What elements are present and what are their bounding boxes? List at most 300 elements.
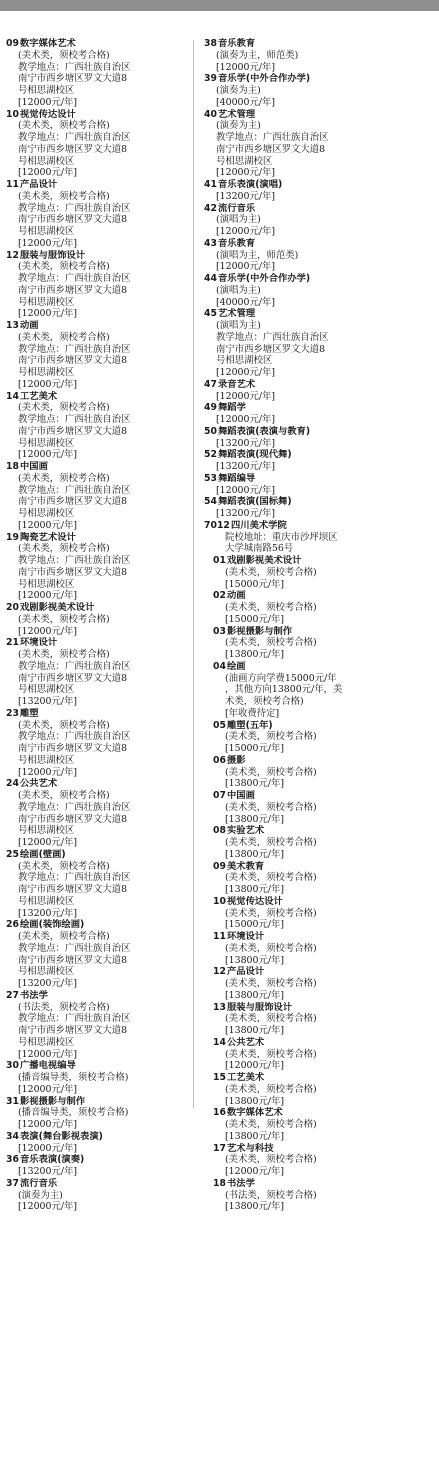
- major-entry: [204, 1143, 436, 1178]
- major-code: 41: [204, 179, 217, 190]
- major-heading: [204, 179, 436, 191]
- major-detail: [12000元/年]: [18, 378, 78, 390]
- major-name: 书法学: [20, 989, 48, 1001]
- major-entry: [6, 38, 190, 109]
- major-heading: [204, 308, 436, 320]
- major-detail: [12000元/年]: [18, 308, 78, 320]
- major-detail: [12000元/年]: [18, 625, 78, 637]
- major-detail: 号相思湖校区: [18, 85, 75, 96]
- major-detail: (美术类，须校考合格): [225, 801, 317, 813]
- major-entry: [204, 203, 436, 238]
- major-code: 05: [213, 719, 226, 731]
- major-detail: 号相思湖校区: [18, 966, 75, 978]
- major-code: 50: [204, 425, 217, 437]
- major-detail: [13800元/年]: [225, 884, 285, 895]
- major-name: 流行音乐: [20, 1177, 58, 1189]
- major-detail: (美术类，须校考合格): [18, 49, 110, 61]
- major-detail: (美术类，须校考合格): [225, 907, 317, 919]
- major-heading: [204, 109, 436, 121]
- major-heading: [204, 238, 436, 250]
- major-heading: [6, 602, 190, 614]
- major-detail: (播音编导类，须校考合格): [18, 1072, 129, 1083]
- university-code: 7012: [204, 519, 230, 531]
- major-code: 27: [6, 989, 19, 1001]
- major-name: 绘画: [227, 660, 246, 672]
- major-detail: [40000元/年]: [216, 96, 276, 108]
- major-detail: [12000元/年]: [18, 1048, 78, 1060]
- major-heading: [204, 931, 436, 943]
- major-entry: [204, 755, 436, 790]
- major-entry: [6, 250, 190, 321]
- major-code: 09: [213, 860, 226, 872]
- major-heading: [6, 461, 190, 473]
- major-heading: [6, 320, 190, 332]
- major-code: 45: [204, 308, 217, 320]
- major-detail: [12000元/年]: [216, 226, 276, 237]
- major-detail: 教学地点：广西壮族自治区: [18, 61, 131, 73]
- major-detail: 术类，须校考合格): [225, 696, 304, 707]
- major-heading: [6, 919, 190, 931]
- major-detail: 教学地点：广西壮族自治区: [18, 872, 131, 884]
- major-detail: [12000元/年]: [216, 167, 276, 179]
- major-name: 中国画: [20, 461, 48, 472]
- major-name: 摄影: [227, 754, 246, 766]
- major-detail: [13800元/年]: [225, 848, 285, 860]
- major-detail: [13200元/年]: [18, 696, 78, 707]
- major-detail: (美术类，须校考合格): [225, 766, 317, 778]
- major-detail: 南宁市西乡塘区罗文大道8: [18, 884, 128, 895]
- major-entry: [204, 1107, 436, 1142]
- major-name: 雕塑: [20, 707, 39, 719]
- major-entry: [204, 1072, 436, 1107]
- major-name: 影视摄影与制作: [20, 1095, 86, 1107]
- major-heading: [6, 38, 190, 50]
- major-heading: [6, 179, 190, 191]
- major-detail: [13200元/年]: [18, 978, 78, 989]
- major-detail: (演唱为主): [216, 214, 261, 226]
- major-detail: [12000元/年]: [216, 390, 276, 402]
- major-code: 09: [6, 38, 19, 49]
- major-detail: (书法类，须校考合格): [18, 1001, 110, 1013]
- major-name: 音乐学(中外合作办学): [218, 273, 311, 284]
- major-code: 11: [6, 179, 19, 190]
- major-name: 舞蹈学: [218, 402, 246, 414]
- major-heading: [6, 391, 190, 403]
- major-detail: 南宁市西乡塘区罗文大道8: [18, 73, 128, 85]
- major-entry: [204, 496, 436, 520]
- major-detail: 号相思湖校区: [18, 437, 75, 449]
- major-detail: 教学地点：广西壮族自治区: [18, 731, 131, 743]
- left-column: [6, 38, 190, 1213]
- major-name: 服装与服饰设计: [20, 249, 86, 261]
- major-detail: (美术类，须校考合格): [18, 613, 110, 625]
- major-detail: (演奏为主，师范类): [216, 49, 299, 61]
- major-code: 18: [6, 461, 19, 472]
- major-entry: [204, 238, 436, 273]
- major-name: 绘画(装饰绘画): [20, 919, 85, 931]
- major-heading: [204, 626, 436, 638]
- major-detail: [12000元/年]: [18, 1142, 78, 1154]
- major-detail: (美术类，须校考合格): [18, 120, 110, 132]
- major-detail: (美术类，须校考合格): [18, 543, 110, 555]
- major-name: 绘画(壁画): [20, 848, 66, 860]
- major-heading: [204, 1037, 436, 1049]
- major-detail: 南宁市西乡塘区罗文大道8: [18, 1025, 128, 1036]
- major-detail: 教学地点：广西壮族自治区: [18, 660, 131, 672]
- major-detail: (美术类，须校考合格): [18, 719, 110, 731]
- major-detail: 号相思湖校区: [216, 355, 273, 367]
- major-detail: [年收费待定]: [225, 707, 280, 719]
- major-detail: [12000元/年]: [18, 1201, 78, 1213]
- major-detail: [12000元/年]: [225, 1166, 285, 1177]
- major-entry: [204, 1037, 436, 1072]
- major-heading: [6, 1178, 190, 1190]
- right-column: [204, 38, 436, 1213]
- major-code: 20: [6, 602, 19, 613]
- major-name: 艺术与科技: [227, 1142, 274, 1154]
- major-detail: (美术类，须校考合格): [18, 331, 110, 343]
- major-entry: [6, 109, 190, 180]
- major-detail: (美术类，须校考合格): [225, 731, 317, 743]
- major-code: 17: [213, 1142, 226, 1154]
- major-heading: [204, 473, 436, 485]
- major-entry: [204, 825, 436, 860]
- major-entry: [6, 179, 190, 250]
- major-name: 舞蹈表演(国标舞): [218, 496, 292, 508]
- major-name: 雕塑(五年): [227, 719, 273, 731]
- major-code: 02: [213, 590, 226, 602]
- major-code: 43: [204, 237, 217, 249]
- major-heading: [204, 966, 436, 978]
- major-name: 数字媒体艺术: [20, 38, 76, 49]
- major-code: 19: [6, 531, 19, 543]
- major-code: 03: [213, 625, 226, 637]
- major-entry: [204, 308, 436, 379]
- major-detail: 号相思湖校区: [18, 155, 75, 167]
- major-entry: [204, 73, 436, 108]
- major-detail: 教学地点：广西壮族自治区: [18, 414, 131, 425]
- major-detail: (美术类，须校考合格): [225, 1013, 317, 1025]
- major-name: 艺术管理: [218, 308, 256, 320]
- university-name: 四川美术学院: [231, 519, 287, 531]
- major-detail: 号相思湖校区: [18, 895, 75, 907]
- major-code: 30: [6, 1060, 19, 1072]
- major-name: 舞蹈编导: [218, 472, 256, 484]
- major-detail: [12000元/年]: [216, 414, 276, 425]
- major-name: 中国画: [227, 790, 255, 801]
- major-entry: [6, 320, 190, 391]
- major-detail: (美术类，须校考合格): [225, 872, 317, 884]
- major-name: 陶瓷艺术设计: [20, 531, 76, 543]
- major-entry: [6, 849, 190, 920]
- major-detail: (美术类，须校考合格): [225, 942, 317, 954]
- major-detail: 教学地点：广西壮族自治区: [18, 801, 131, 813]
- major-detail: [13800元/年]: [225, 649, 285, 660]
- major-heading: [204, 273, 436, 285]
- major-entry: [204, 1178, 436, 1213]
- major-entry: [204, 379, 436, 403]
- major-heading: [6, 1131, 190, 1143]
- major-heading: [6, 109, 190, 121]
- major-heading: [204, 496, 436, 508]
- major-name: 公共艺术: [20, 778, 58, 790]
- major-name: 实验艺术: [227, 825, 265, 837]
- major-detail: [13800元/年]: [225, 954, 285, 966]
- major-entry: [204, 590, 436, 625]
- major-detail: 号相思湖校区: [18, 226, 75, 237]
- major-name: 书法学: [227, 1177, 255, 1189]
- major-detail: (播音编导类，须校考合格): [18, 1107, 129, 1119]
- major-detail: (美术类，须校考合格): [18, 931, 110, 942]
- major-entry: [204, 402, 436, 426]
- major-heading: [204, 896, 436, 908]
- major-detail: (美术类，须校考合格): [18, 649, 110, 660]
- major-detail: [13800元/年]: [225, 1025, 285, 1036]
- major-detail: [12000元/年]: [18, 590, 78, 602]
- major-heading: [204, 426, 436, 438]
- major-detail: (美术类，须校考合格): [225, 1119, 317, 1130]
- major-heading: [6, 1154, 190, 1166]
- major-detail: [40000元/年]: [216, 296, 276, 308]
- column-divider: [193, 40, 194, 1108]
- major-code: 38: [204, 38, 217, 49]
- major-detail: [15000元/年]: [225, 919, 285, 931]
- major-code: 47: [204, 378, 217, 390]
- major-heading: [204, 661, 436, 673]
- major-detail: 南宁市西乡塘区罗文大道8: [18, 566, 128, 578]
- major-heading: [204, 1002, 436, 1014]
- major-detail: [12000元/年]: [18, 1119, 78, 1130]
- major-code: 10: [6, 108, 19, 120]
- major-code: 39: [204, 73, 217, 85]
- major-name: 戏剧影视美术设计: [227, 555, 302, 566]
- major-heading: [204, 1072, 436, 1084]
- major-code: 08: [213, 825, 226, 837]
- major-heading: [6, 532, 190, 544]
- major-detail: 号相思湖校区: [18, 1036, 75, 1048]
- major-name: 美术教育: [227, 860, 265, 872]
- major-detail: (美术类，须校考合格): [225, 1083, 317, 1095]
- major-entry: [204, 626, 436, 661]
- major-detail: 教学地点：广西壮族自治区: [18, 273, 131, 284]
- major-detail: [13800元/年]: [225, 813, 285, 825]
- major-name: 环境设计: [20, 637, 58, 649]
- major-heading: [204, 555, 436, 567]
- major-heading: [6, 250, 190, 262]
- major-heading: [204, 590, 436, 602]
- university-entry: [204, 520, 436, 555]
- major-name: 流行音乐: [218, 202, 256, 214]
- major-detail: (演唱为主): [216, 320, 261, 331]
- major-entry: [6, 391, 190, 462]
- major-detail: 南宁市西乡塘区罗文大道8: [18, 143, 128, 155]
- major-name: 戏剧影视美术设计: [20, 602, 95, 613]
- major-detail: 南宁市西乡塘区罗文大道8: [216, 343, 326, 355]
- major-heading: [204, 1107, 436, 1119]
- major-code: 11: [213, 931, 226, 942]
- major-detail: 教学地点：广西壮族自治区: [18, 202, 131, 214]
- major-detail: 教学地点：广西壮族自治区: [18, 484, 131, 496]
- major-entry: [204, 555, 436, 590]
- major-detail: [12000元/年]: [216, 484, 276, 496]
- major-entry: [204, 426, 436, 450]
- major-entry: [204, 661, 436, 720]
- major-detail: [13800元/年]: [225, 1095, 285, 1107]
- major-code: 42: [204, 202, 217, 214]
- major-entry: [204, 966, 436, 1001]
- major-detail: (美术类，须校考合格): [225, 978, 317, 989]
- major-detail: ，其他方向13800元/年，美: [225, 684, 343, 696]
- major-detail: (美术类，须校考合格): [18, 261, 110, 273]
- major-name: 环境设计: [227, 931, 265, 942]
- major-detail: (美术类，须校考合格): [225, 1048, 317, 1060]
- major-detail: (美术类，须校考合格): [18, 790, 110, 801]
- major-code: 54: [204, 496, 217, 508]
- major-heading: [6, 1060, 190, 1072]
- major-detail: 教学地点：广西壮族自治区: [18, 1013, 131, 1025]
- major-detail: (美术类，须校考合格): [225, 566, 317, 578]
- major-code: 14: [213, 1036, 226, 1048]
- major-detail: (美术类，须校考合格): [18, 472, 110, 484]
- major-detail: 南宁市西乡塘区罗文大道8: [18, 813, 128, 825]
- major-name: 动画: [227, 590, 246, 602]
- major-code: 12: [6, 249, 19, 261]
- major-entry: [6, 919, 190, 990]
- major-detail: [12000元/年]: [18, 237, 78, 249]
- major-code: 15: [213, 1072, 226, 1083]
- major-entry: [6, 990, 190, 1061]
- major-heading: [204, 790, 436, 802]
- major-entry: [204, 790, 436, 825]
- major-name: 艺术管理: [218, 108, 256, 120]
- major-heading: [6, 778, 190, 790]
- major-detail: 号相思湖校区: [18, 684, 75, 696]
- major-code: 18: [213, 1177, 226, 1189]
- major-code: 44: [204, 273, 217, 284]
- major-name: 服装与服饰设计: [227, 1001, 293, 1013]
- major-detail: 教学地点：广西壮族自治区: [18, 555, 131, 566]
- major-entry: [6, 1096, 190, 1131]
- major-entry: [204, 896, 436, 931]
- major-code: 14: [6, 390, 19, 402]
- major-heading: [6, 1096, 190, 1108]
- major-heading: [6, 708, 190, 720]
- major-detail: [13200元/年]: [216, 508, 276, 519]
- major-heading: [204, 1143, 436, 1155]
- major-detail: (美术类，须校考合格): [18, 402, 110, 414]
- major-name: 音乐表演(演唱): [218, 179, 283, 190]
- major-name: 录音艺术: [218, 378, 256, 390]
- major-code: 52: [204, 449, 217, 461]
- major-detail: [15000元/年]: [225, 613, 285, 625]
- major-detail: [13200元/年]: [216, 437, 276, 449]
- major-entry: [204, 720, 436, 755]
- major-entry: [6, 1131, 190, 1155]
- major-name: 公共艺术: [227, 1036, 265, 1048]
- major-detail: 南宁市西乡塘区罗文大道8: [18, 355, 128, 367]
- major-detail: (美术类，须校考合格): [225, 1154, 317, 1166]
- major-heading: [204, 379, 436, 391]
- major-detail: [13800元/年]: [225, 1201, 285, 1213]
- major-detail: 号相思湖校区: [18, 825, 75, 837]
- major-name: 影视摄影与制作: [227, 625, 293, 637]
- major-detail: (美术类，须校考合格): [18, 860, 110, 872]
- major-detail: (演唱为主，师范类): [216, 249, 299, 261]
- major-code: 25: [6, 848, 19, 860]
- major-detail: [13200元/年]: [216, 461, 276, 472]
- major-name: 产品设计: [20, 179, 58, 190]
- major-detail: [12000元/年]: [18, 449, 78, 461]
- major-detail: [13200元/年]: [18, 907, 78, 919]
- major-detail: [13800元/年]: [225, 989, 285, 1001]
- major-detail: (演奏为主): [18, 1189, 63, 1201]
- major-detail: [15000元/年]: [225, 743, 285, 754]
- major-detail: [12000元/年]: [18, 96, 78, 108]
- major-entry: [204, 38, 436, 73]
- major-detail: (美术类，须校考合格): [225, 602, 317, 613]
- major-code: 10: [213, 895, 226, 907]
- university-address: 院校地址：重庆市沙坪坝区: [225, 531, 338, 543]
- major-heading: [204, 755, 436, 767]
- major-detail: 号相思湖校区: [18, 367, 75, 378]
- major-heading: [6, 990, 190, 1002]
- major-heading: [204, 38, 436, 50]
- major-entry: [6, 778, 190, 849]
- major-code: 23: [6, 707, 19, 719]
- major-name: 音乐表演(演奏): [20, 1154, 85, 1166]
- major-detail: [13200元/年]: [18, 1166, 78, 1177]
- major-detail: 教学地点：广西壮族自治区: [18, 343, 131, 355]
- major-code: 13: [6, 320, 19, 331]
- major-heading: [204, 861, 436, 873]
- major-entry: [204, 931, 436, 966]
- major-code: 36: [6, 1154, 19, 1166]
- major-detail: 南宁市西乡塘区罗文大道8: [18, 425, 128, 437]
- major-entry: [204, 449, 436, 473]
- major-detail: (美术类，须校考合格): [18, 190, 110, 202]
- major-entry: [6, 602, 190, 637]
- university-address: 大学城南路56号: [225, 543, 294, 555]
- major-detail: [12000元/年]: [225, 1060, 285, 1072]
- major-entry: [6, 1178, 190, 1213]
- major-code: 49: [204, 402, 217, 414]
- major-detail: (油画方向学费15000元/年: [225, 672, 337, 684]
- major-detail: [13200元/年]: [216, 190, 276, 202]
- major-heading: [204, 402, 436, 414]
- major-detail: 教学地点：广西壮族自治区: [216, 132, 329, 143]
- major-detail: 南宁市西乡塘区罗文大道8: [18, 284, 128, 296]
- major-code: 13: [213, 1001, 226, 1013]
- university-heading: [204, 520, 436, 532]
- major-detail: [12000元/年]: [18, 766, 78, 778]
- major-code: 26: [6, 919, 19, 931]
- major-entry: [6, 1060, 190, 1095]
- major-heading: [204, 1178, 436, 1190]
- major-name: 表演(舞台影视表演): [20, 1130, 103, 1142]
- major-heading: [204, 825, 436, 837]
- major-detail: [12000元/年]: [18, 519, 78, 531]
- major-code: 53: [204, 472, 217, 484]
- major-detail: (演奏为主): [216, 120, 261, 132]
- major-detail: 南宁市西乡塘区罗文大道8: [18, 672, 128, 684]
- major-name: 广播电视编导: [20, 1060, 76, 1072]
- major-code: 01: [213, 555, 226, 566]
- major-code: 07: [213, 790, 226, 801]
- major-detail: 号相思湖校区: [18, 754, 75, 766]
- major-detail: 教学地点：广西壮族自治区: [18, 942, 131, 954]
- major-entry: [6, 1154, 190, 1178]
- major-detail: 南宁市西乡塘区罗文大道8: [18, 743, 128, 754]
